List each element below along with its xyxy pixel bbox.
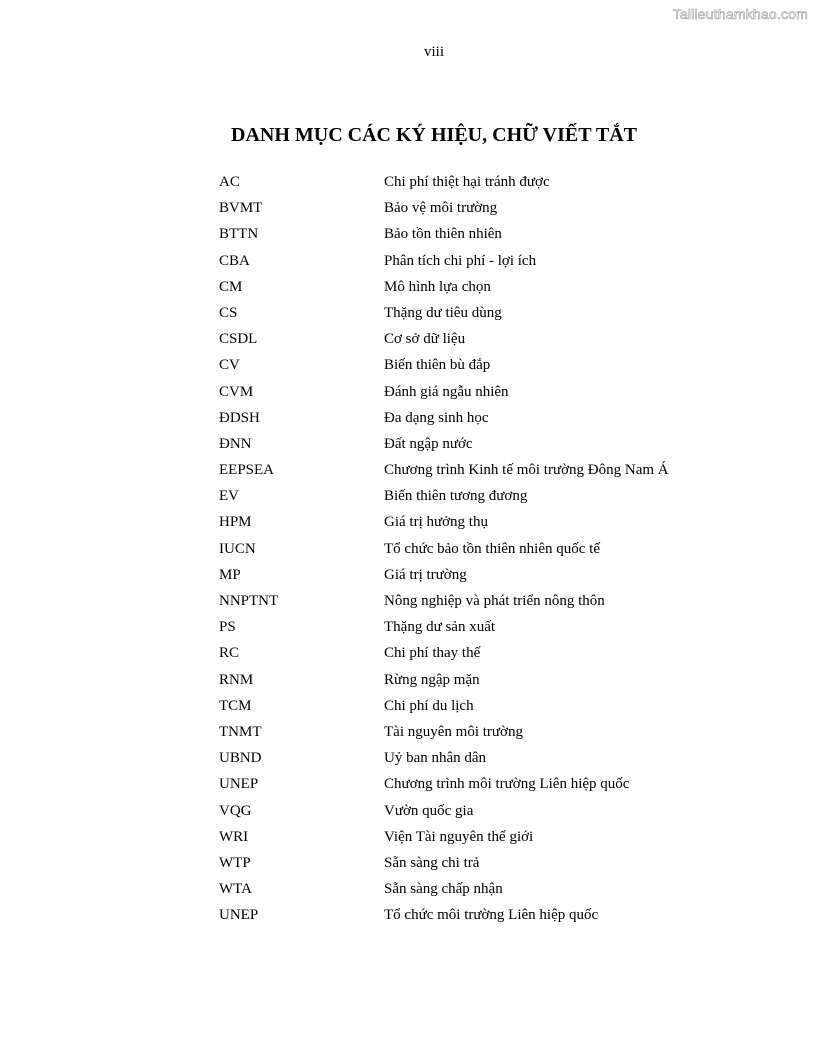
abbreviation-code: RNM <box>219 671 254 688</box>
abbreviation-row <box>219 171 779 197</box>
abbreviation-code: WTP <box>219 854 251 871</box>
abbreviation-code: IUCN <box>219 540 256 557</box>
abbreviation-row <box>219 354 779 380</box>
abbreviation-code: AC <box>219 174 240 190</box>
abbreviation-meaning: Biến thiên tương đương <box>384 488 528 505</box>
abbreviation-meaning: Thặng dư tiêu dùng <box>384 304 502 321</box>
abbreviation-meaning: Giá trị trường <box>384 566 467 583</box>
abbreviation-meaning: Mô hình lựa chọn <box>384 278 491 295</box>
abbreviation-row <box>219 197 779 223</box>
abbreviation-row <box>219 642 779 668</box>
abbreviation-meaning: Đa dạng sinh học <box>384 409 489 426</box>
abbreviation-list <box>219 171 779 930</box>
abbreviation-row <box>219 826 779 852</box>
abbreviation-code: CSDL <box>219 331 258 348</box>
abbreviation-code: CM <box>219 278 243 295</box>
abbreviation-row <box>219 747 779 773</box>
abbreviation-row <box>219 511 779 537</box>
abbreviation-code: CBA <box>219 252 250 269</box>
abbreviation-code: EEPSEA <box>219 462 275 479</box>
abbreviation-meaning: Đất ngập nước <box>384 435 473 452</box>
abbreviation-meaning: Tổ chức bảo tồn thiên nhiên quốc tế <box>384 540 600 557</box>
abbreviation-meaning: Biến thiên bù đắp <box>384 357 491 374</box>
abbreviation-meaning: Chương trình môi trường Liên hiệp quốc <box>384 776 630 793</box>
abbreviation-code: BTTN <box>219 226 259 243</box>
abbreviation-meaning: Bảo tồn thiên nhiên <box>384 226 502 243</box>
abbreviation-row <box>219 250 779 276</box>
abbreviation-meaning: Chi phí du lịch <box>384 697 474 714</box>
abbreviation-row <box>219 852 779 878</box>
abbreviation-meaning: Chi phí thiệt hại tránh được <box>384 174 550 190</box>
abbreviation-row <box>219 721 779 747</box>
abbreviation-row <box>219 669 779 695</box>
abbreviation-meaning: Sẵn sàng chấp nhận <box>384 881 503 898</box>
abbreviation-meaning: Phân tích chi phí - lợi ích <box>384 252 537 269</box>
abbreviation-row <box>219 485 779 511</box>
abbreviation-row <box>219 616 779 642</box>
abbreviation-row <box>219 590 779 616</box>
abbreviation-code: UBND <box>219 750 262 767</box>
abbreviation-meaning: Thặng dư sản xuất <box>384 619 496 636</box>
abbreviation-code: EV <box>219 488 239 505</box>
abbreviation-row <box>219 302 779 328</box>
abbreviation-code: ĐNN <box>219 435 252 452</box>
page-number: viii <box>423 44 444 60</box>
abbreviation-meaning: Chi phí thay thế <box>384 645 481 662</box>
abbreviation-code: TNMT <box>219 723 262 740</box>
abbreviation-row <box>219 695 779 721</box>
abbreviation-code: RC <box>219 645 240 662</box>
abbreviation-meaning: Sẵn sàng chi trả <box>384 854 480 871</box>
abbreviation-row <box>219 878 779 904</box>
abbreviation-meaning: Uỷ ban nhân dân <box>384 750 487 767</box>
abbreviation-meaning: Tài nguyên môi trường <box>384 723 523 740</box>
abbreviation-row <box>219 276 779 302</box>
abbreviation-row <box>219 538 779 564</box>
abbreviation-code: WTA <box>219 881 252 898</box>
abbreviation-code: CS <box>219 304 238 321</box>
abbreviation-row <box>219 459 779 485</box>
abbreviation-meaning: Chương trình Kinh tế môi trường Đông Nam Á <box>384 462 669 479</box>
abbreviation-meaning: Viện Tài nguyên thế giới <box>384 828 534 845</box>
abbreviation-code: NNPTNT <box>219 593 279 609</box>
abbreviation-meaning: Đánh giá ngẫu nhiên <box>384 383 509 400</box>
abbreviation-meaning: Cơ sở dữ liệu <box>384 331 466 348</box>
abbreviation-row <box>219 407 779 433</box>
abbreviation-code: TCM <box>219 697 252 714</box>
abbreviation-meaning: Bảo vệ môi trường <box>384 200 498 217</box>
abbreviation-row <box>219 564 779 590</box>
abbreviation-row <box>219 328 779 354</box>
abbreviation-code: VQG <box>219 802 252 819</box>
abbreviation-code: BVMT <box>219 200 263 217</box>
abbreviation-code: CV <box>219 357 240 374</box>
abbreviation-code: WRI <box>219 828 249 845</box>
abbreviation-row <box>219 800 779 826</box>
abbreviation-row <box>219 381 779 407</box>
abbreviation-meaning: Tổ chức môi trường Liên hiệp quốc <box>384 907 599 924</box>
abbreviation-code: HPM <box>219 514 252 531</box>
abbreviation-meaning: Rừng ngập mặn <box>384 671 480 688</box>
page-title: DANH MỤC CÁC KÝ HIỆU, CHỮ VIẾT TẮT <box>231 124 637 146</box>
abbreviation-code: UNEP <box>219 776 259 793</box>
abbreviation-code: ĐDSH <box>219 409 260 426</box>
abbreviation-row <box>219 433 779 459</box>
abbreviation-code: UNEP <box>219 907 259 924</box>
abbreviation-row <box>219 904 779 930</box>
abbreviation-meaning: Vườn quốc gia <box>384 802 474 819</box>
abbreviation-meaning: Nông nghiệp và phát triển nông thôn <box>384 593 605 609</box>
abbreviation-code: CVM <box>219 383 254 400</box>
abbreviation-row <box>219 773 779 799</box>
abbreviation-code: MP <box>219 566 241 583</box>
abbreviation-code: PS <box>219 619 236 636</box>
watermark-text: Tailieuthamkhao.com <box>672 6 808 22</box>
abbreviation-row <box>219 223 779 249</box>
abbreviation-meaning: Giá trị hưởng thụ <box>384 514 488 531</box>
